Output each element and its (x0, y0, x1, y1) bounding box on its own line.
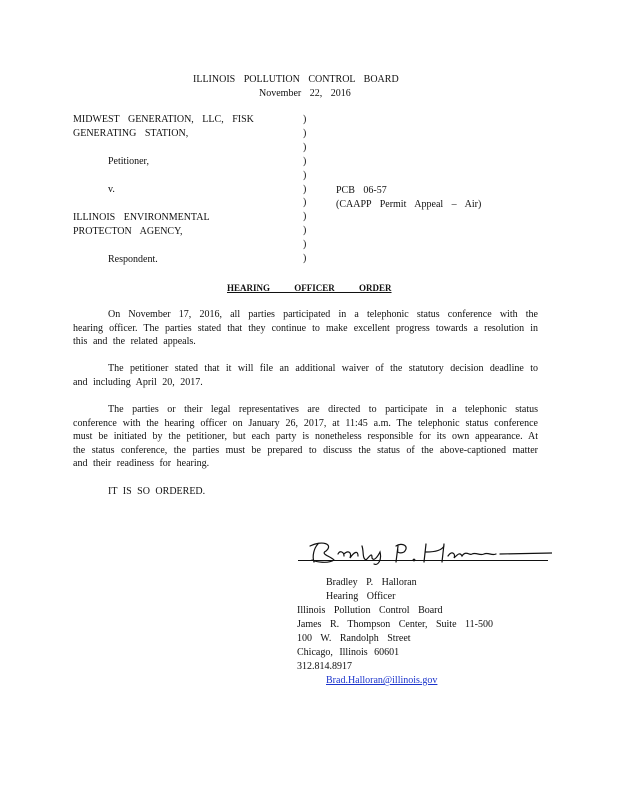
address-line2: 100 W. Randolph Street (297, 633, 411, 644)
signer-organization: Illinois Pollution Control Board (297, 605, 443, 616)
phone-number: 312.814.8917 (297, 661, 352, 672)
respondent-name-line2: PROTECTON AGENCY, (73, 226, 183, 237)
case-type: (CAAPP Permit Appeal – Air) (336, 199, 482, 210)
order-date: November 22, 2016 (259, 88, 351, 99)
order-paragraph-1: On November 17, 2016, all parties participated in a telephonic status conference with the hearing officer. The parties stated that they continue to make excellent progress towards a resolution in this and the related appeals. (73, 309, 538, 347)
signer-name: Bradley P. Halloran (326, 577, 417, 588)
petitioner-role: Petitioner, (108, 156, 149, 167)
caption-parentheses: ) ) ) ) ) ) ) ) ) ) ) (303, 114, 307, 265)
address-city: Chicago, Illinois 60601 (297, 647, 400, 658)
signature-line (298, 560, 548, 561)
order-paragraph-2: The petitioner stated that it will file an additional waiver of the statutory decision deadline to and including April 20, 2017. (73, 363, 538, 388)
petitioner-name-line2: GENERATING STATION, (73, 128, 189, 139)
handwritten-signature (300, 538, 552, 566)
email-link[interactable]: Brad.Halloran@illinois.gov (326, 675, 438, 686)
closing-statement: IT IS SO ORDERED. (108, 486, 206, 497)
board-name: ILLINOIS POLLUTION CONTROL BOARD (193, 74, 399, 85)
versus-label: v. (108, 184, 115, 195)
petitioner-name-line1: MIDWEST GENERATION, LLC, FISK (73, 114, 254, 125)
case-number: PCB 06-57 (336, 185, 387, 196)
respondent-name-line1: ILLINOIS ENVIRONMENTAL (73, 212, 210, 223)
order-title: HEARING OFFICER ORDER (227, 283, 392, 293)
address-line1: James R. Thompson Center, Suite 11-500 (297, 619, 493, 630)
order-paragraph-3: The parties or their legal representatives are directed to participate in a telephonic status conference with the hearing officer on January 26, 2017, at 11:45 a.m. The telephonic status conference must be initiated by the petitioner, but each party is nonetheless responsible for its own appearance. At the status conference, the parties must be prepared to discuss the status of the above-captioned matter and their readiness for hearing. (73, 404, 538, 469)
respondent-role: Respondent. (108, 254, 158, 265)
signer-title: Hearing Officer (326, 591, 396, 602)
